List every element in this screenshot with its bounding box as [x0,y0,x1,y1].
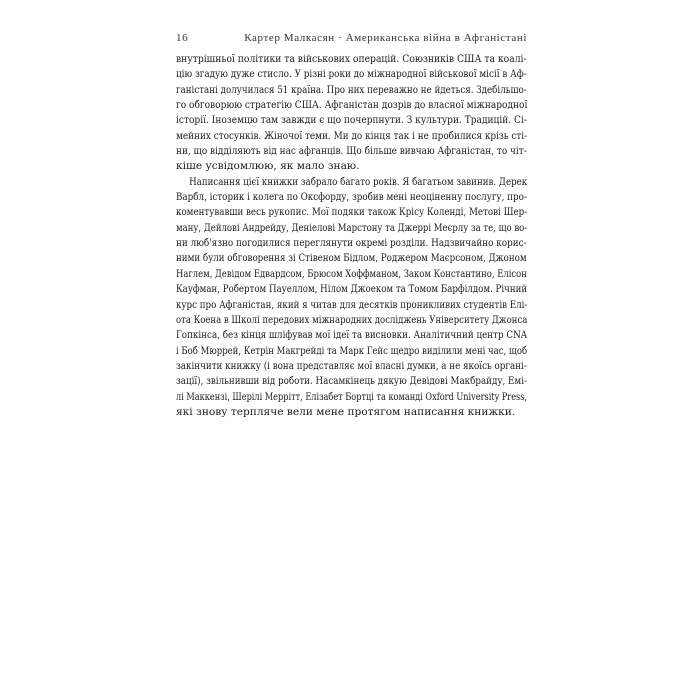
text-line: курс про Афганістан, який я читав для десятків проникливих студентів Елі- [176,298,528,311]
text-line: цію згадую дуже стисло. У різні роки до міжнародної військової місії в Аф- [176,68,527,81]
text-line: ота Коена в Школі передових міжнародних досліджень Університету Джонса [176,313,528,326]
paragraph-end-line: які знову терпляче вели мене протягом написання книжки. [176,405,516,418]
body-text [176,52,527,420]
text-line: Варбл, історик і колега по Оксфорду, зробив мені неоціненну послугу, про- [176,191,527,204]
text-line: Наглем, Девідом Едвардсом, Брюсом Хоффманом, Заком Константино, Елісон [176,267,527,280]
text-line: закінчити книжку (і вона представляє мої власні думки, а не якоїсь органі- [176,359,527,372]
paragraph-start-line: Написання цієї книжки забрало багато років. Я багатьом завинив. Дерек [189,175,528,188]
text-line: коментувавши весь рукопис. Мої подяки також Крісу Коленді, Метові Шер- [176,206,528,219]
text-line: ни люб'язно погодилися переглянути окремі розділи. Надзвичайно корис- [176,237,527,250]
text-line: внутрішньої політики та військових операцій. Союзників США та коалі- [176,53,527,65]
text-line: ними були обговорення зі Стівеном Бідлом, Роджером Маєрсоном, Джоном [176,252,527,265]
text-line: ману, Дейлові Андрейду, Деніелові Марстону та Джеррі Меєрлу за те, що во- [176,221,528,234]
text-line: і Боб Мюррей, Кетрін Макгрейді та Марк Гейс щедро виділили мені час, щоб [176,344,528,357]
text-line: го обговорюю стратегію США. Афганістан дозрів до власної міжнародної [176,99,528,112]
paragraph-end-line: кіше усвідомлюю, як мало знаю. [176,160,360,173]
text-line: лі Маккензі, Шерілі Меррітт, Елізабет Бортці та команді Oxford University Press, [176,390,528,403]
text-line: мейних стосунків. Жіночої теми. Ми до кінця так і не пробилися крізь сті- [176,129,528,142]
running-title: Картер Малкасян · Американська війна в Афганістані [244,32,527,44]
text-line: зації), звільнивши від роботи. Насамкінець дякую Девідові Макбрайду, Емі- [176,375,527,388]
text-line: Гопкінса, без кінця шліфував мої ідеї та висновки. Аналітичний центр CNA [176,329,528,342]
running-head [176,32,527,48]
text-line: Кауфман, Робертом Пауеллом, Нілом Джоеком та Томом Барфілдом. Річний [176,283,528,296]
text-line: історії. Іноземцю там завжди є що почерпнути. З культури. Традицій. Сі- [176,114,527,127]
text-line: ганістані долучилася 51 країна. Про них переважно не йдеться. Здебільшо- [176,83,527,96]
text-line: ни, що відділяють від нас афганців. Що більше вивчаю Афганістан, то чіт- [176,145,527,158]
page-number: 16 [176,32,189,44]
